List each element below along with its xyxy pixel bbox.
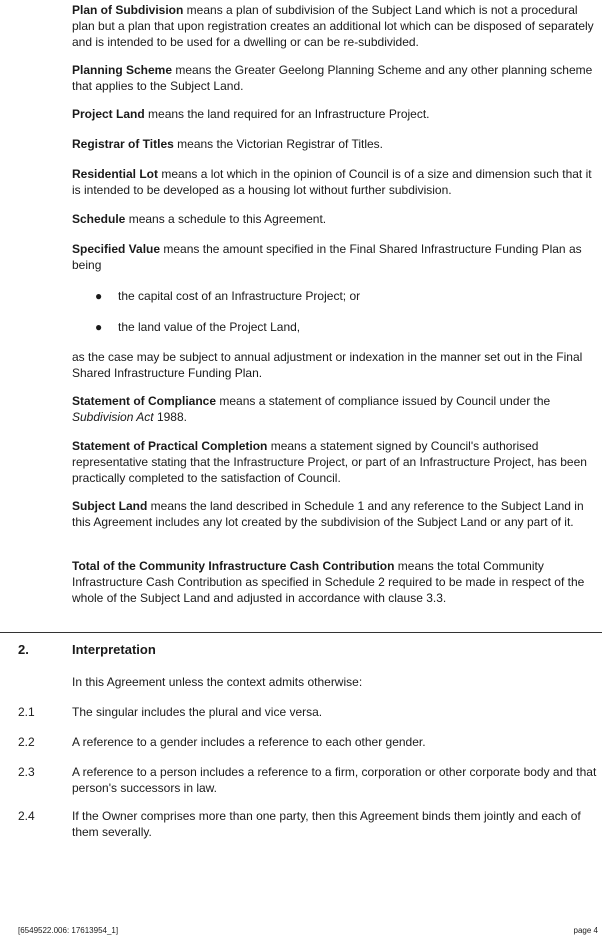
definition-project-land: Project Land means the land required for an Infrastructure Project. [72, 107, 430, 121]
bullet-icon: ● [95, 320, 103, 334]
footer-page-number: page 4 [573, 926, 598, 935]
definition-subject-land: Subject Land means the land described in Schedule 1 and any reference to the Subject Land in this Agreement includes any lot created by the subdivision of the Subject Land or any part of it. [72, 499, 584, 529]
section-divider [0, 632, 602, 633]
clause-text: A reference to a person includes a reference to a firm, corporation or other corporate body and that person's successors in law. [72, 765, 597, 795]
clause-text: A reference to a gender includes a reference to each other gender. [72, 735, 426, 749]
footer-document-ref: [6549522.006: 17613954_1] [18, 926, 119, 935]
definition-specified-value: Specified Value means the amount specified in the Final Shared Infrastructure Funding Plan as being [72, 242, 582, 272]
definition-planning-scheme: Planning Scheme means the Greater Geelong Planning Scheme and any other planning scheme that applies to the Subject Land. [72, 63, 593, 93]
clause-text: The singular includes the plural and vice versa. [72, 705, 323, 719]
clause-text: If the Owner comprises more than one party, then this Agreement binds them jointly and each of them severally. [72, 809, 581, 839]
bullet-land-value: the land value of the Project Land, [118, 320, 301, 334]
section-intro: In this Agreement unless the context admits otherwise: [72, 675, 363, 689]
definition-total-cash-contribution: Total of the Community Infrastructure Cash Contribution means the total Community Infrastructure Cash Contribution as specified in Schedule 2 required to be made in respect of the whole of the Subject Land and adjusted in accordance with clause 3.3. [72, 559, 585, 605]
section-number: 2. [18, 642, 29, 657]
clause-number: 2.1 [18, 705, 35, 719]
definition-residential-lot: Residential Lot means a lot which in the opinion of Council is of a size and dimension such that it is intended to be developed as a housing lot without further subdivision. [72, 167, 592, 197]
clause-number: 2.3 [18, 765, 35, 779]
definition-statement-of-practical-completion: Statement of Practical Completion means a statement signed by Council's authorised representative stating that the Infrastructure Project, or part of an Infrastructure Project, has been practically completed to the satisfaction of Council. [72, 439, 587, 485]
definition-plan-of-subdivision: Plan of Subdivision means a plan of subdivision of the Subject Land which is not a procedural plan but a plan that upon registration creates an additional lot which can be disposed of separately and is intended to be used for a dwelling or can be re-subdivided. [72, 3, 594, 49]
bullet-icon: ● [95, 289, 103, 303]
definition-statement-of-compliance: Statement of Compliance means a statement of compliance issued by Council under the Subdivision Act 1988. [72, 394, 551, 424]
definition-schedule: Schedule means a schedule to this Agreement. [72, 212, 327, 226]
section-title: Interpretation [72, 642, 156, 657]
bullet-capital-cost: the capital cost of an Infrastructure Project; or [118, 289, 361, 303]
clause-number: 2.2 [18, 735, 35, 749]
definition-registrar-of-titles: Registrar of Titles means the Victorian Registrar of Titles. [72, 137, 384, 151]
clause-number: 2.4 [18, 809, 35, 823]
specified-value-tail: as the case may be subject to annual adjustment or indexation in the manner set out in the Final Shared Infrastructure Funding Plan. [72, 350, 583, 380]
